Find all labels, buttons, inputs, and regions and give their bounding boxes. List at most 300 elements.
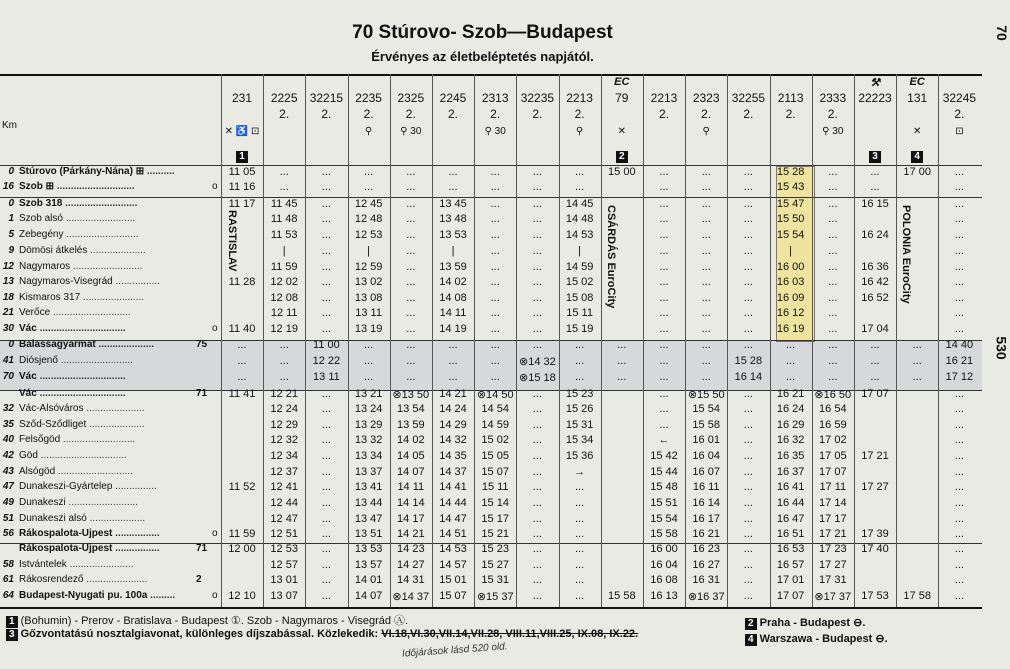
departure-time: 15 01 [439,574,467,586]
departure-time: 15 58 [692,419,720,431]
departure-time: ... [406,323,416,335]
km-value: 0 [8,166,14,177]
departure-time: ... [912,371,922,383]
train-note-badge [222,151,262,163]
train-class: 2. [954,107,965,121]
train-class: 2. [321,107,332,121]
station-label: Dunakeszi [19,497,66,508]
departure-time: 14 24 [439,403,467,415]
departure-time: ... [321,559,331,571]
departure-time: 14 51 [439,528,467,540]
departure-time: ... [701,198,711,210]
departure-time: ... [659,181,669,193]
departure-time: 16 13 [650,590,678,602]
departure-time: ... [828,276,838,288]
departure-time: 11 59 [228,528,256,540]
departure-time: ... [448,355,458,367]
departure-time: 16 42 [861,276,889,288]
departure-time: 15 28 [776,166,805,178]
departure-time: 13 24 [354,403,383,415]
departure-time: 15 54 [650,513,678,525]
departure-time: 16 57 [776,559,805,571]
departure-time: ... [490,355,500,367]
station-label: Alsógöd [19,466,56,477]
departure-time: 17 21 [819,528,847,540]
departure-time: ... [828,229,838,241]
departure-time: ... [575,574,585,586]
departure-time: ... [532,497,542,509]
departure-time: 13 32 [354,434,383,446]
departure-time: 14 19 [439,323,467,335]
departure-time: 12 08 [270,292,298,304]
departure-time: ... [617,339,627,351]
train-class: 2. [363,107,374,121]
departure-time: ... [575,371,585,383]
departure-time: ... [321,307,331,319]
departure-time: ... [743,543,753,555]
departure-time: 13 37 [354,466,383,478]
departure-time: 11 59 [270,261,298,273]
station-name [19,371,219,382]
km-value: 1 [8,213,14,224]
station-label: Szob ⊞ [19,181,55,192]
departure-time: 17 11 [819,481,847,493]
departure-time: ... [321,229,331,241]
departure-time: ... [701,323,711,335]
connection-marker: o [212,590,218,601]
departure-time: ... [870,371,880,383]
departure-time: 15 07 [439,590,467,602]
departure-time: 16 54 [819,403,847,415]
departure-time: ... [321,590,331,602]
departure-time: ← [658,434,670,446]
departure-time: | [367,245,371,257]
departure-time: ... [743,229,753,241]
footnote-badge: 2 [745,618,757,630]
side-page-number: 530 [993,336,1010,360]
train-number: 2333 [819,91,847,105]
departure-time: ... [828,355,838,367]
train-service-icons: ✕ [912,126,922,137]
departure-time: ... [321,198,331,210]
departure-time: ... [743,339,753,351]
departure-time: 16 23 [692,543,720,555]
departure-time: ... [701,371,711,383]
departure-time: 12 11 [270,307,298,319]
departure-time: ... [321,323,331,335]
station-name [19,245,219,256]
departure-time: ... [490,213,500,225]
departure-time: 17 12 [945,371,974,383]
departure-time: ... [659,307,669,319]
footnote-3 [6,628,638,641]
departure-time: 12 51 [270,528,298,540]
train-number: 2245 [439,91,467,105]
train-number: 79 [615,91,629,105]
departure-time: ... [659,371,669,383]
departure-time: ... [701,166,711,178]
departure-time: ... [532,543,542,555]
departure-time: ... [659,198,669,210]
station-label: Göd [19,450,38,461]
departure-time: ... [532,276,542,288]
leader-dots: ...................... [80,292,145,303]
departure-time: ... [279,181,289,193]
departure-time: 15 17 [481,513,509,525]
km-value: 64 [2,590,14,601]
departure-time: 15 08 [565,292,594,304]
departure-time: 17 40 [861,543,889,555]
departure-time: 12 19 [270,323,298,335]
departure-time: 16 27 [692,559,720,571]
departure-time: ... [828,292,838,304]
departure-time: ... [786,339,796,351]
departure-time: 15 27 [481,559,509,571]
departure-time: 16 53 [776,543,805,555]
departure-time: ... [237,355,247,367]
station-name [19,419,219,430]
departure-time: 15 31 [565,419,594,431]
departure-time: 15 28 [734,355,763,367]
departure-time: 15 48 [650,481,678,493]
page-number: 70 [993,25,1010,41]
departure-time: 16 03 [776,276,805,288]
train-service-icons: ✕ ♿ ⊡ [224,126,260,137]
departure-time: ... [406,213,416,225]
departure-time: ... [321,497,331,509]
departure-time: 13 11 [313,371,340,383]
departure-time: ... [954,292,964,304]
departure-time: 16 01 [692,434,720,446]
departure-time: 16 35 [776,450,805,462]
departure-time: ... [532,403,542,415]
departure-time: 15 19 [565,323,594,335]
station-label: Nagymaros [19,261,71,272]
departure-time: 12 21 [270,388,298,400]
train-class: 2. [532,107,543,121]
departure-time: ... [954,166,964,178]
departure-time: 12 00 [228,543,256,555]
departure-time: ... [954,229,964,241]
departure-time: 15 00 [608,166,636,178]
departure-time: 15 14 [481,497,509,509]
departure-time: ... [364,181,374,193]
departure-time: 15 47 [776,198,805,210]
departure-time: ... [617,355,627,367]
departure-time: 14 48 [565,213,594,225]
station-label: Vác-Alsóváros [19,403,84,414]
departure-time: ... [828,245,838,257]
train-service-icons: ⊡ [955,126,964,137]
station-name [19,559,219,570]
departure-time: ... [701,213,711,225]
leader-dots: ......... [147,590,176,601]
departure-time: 17 27 [861,481,889,493]
departure-time: ... [828,198,838,210]
departure-time: 13 48 [439,213,467,225]
departure-time: 16 24 [776,403,805,415]
departure-time: ... [532,450,542,462]
departure-time: 13 45 [439,198,467,210]
train-number: 231 [231,91,253,105]
leader-dots: .......................... [62,198,138,209]
departure-time: 15 58 [608,590,636,602]
departure-time: ... [743,181,753,193]
departure-time: ... [828,339,838,351]
footnote-badge: 1 [6,616,18,628]
departure-time: 16 04 [650,559,678,571]
departure-time: | [578,245,582,257]
page-title: 70 Stúrovo- Szob—Budapest [352,22,613,43]
departure-time: 14 07 [397,466,425,478]
train-service-icons: ⚲ [702,126,710,137]
km-value: 70 [2,371,14,382]
departure-time: ... [237,339,247,351]
departure-time: 15 21 [481,528,509,540]
departure-time: ... [743,307,753,319]
station-name [19,528,219,539]
departure-time: 17 01 [776,574,805,586]
station-name [19,323,219,334]
km-value: 47 [2,481,14,492]
departure-time: ... [912,339,922,351]
departure-time: 16 29 [776,419,805,431]
departure-time: ... [532,388,542,400]
departure-time: 13 51 [354,528,383,540]
departure-time: ... [617,371,627,383]
train-class: 2. [490,107,501,121]
km-value: 35 [2,419,14,430]
departure-time: ... [490,276,500,288]
departure-time: 15 07 [481,466,509,478]
leader-dots: .......................... [63,229,139,240]
departure-time: 16 19 [776,323,805,335]
departure-time: ... [954,388,964,400]
departure-time: 16 21 [776,388,805,400]
departure-time: ... [279,355,289,367]
departure-time: ... [406,339,416,351]
departure-time: ... [321,276,331,288]
departure-time: 16 37 [776,466,805,478]
departure-time: ... [279,371,289,383]
departure-time: ... [448,371,458,383]
departure-time: 16 21 [945,355,974,367]
departure-time: ... [364,355,374,367]
departure-time: ... [701,261,711,273]
departure-time: ... [321,528,331,540]
departure-time: 14 02 [439,276,467,288]
train-note-badge [855,151,895,163]
leader-dots: .......... [144,166,175,177]
departure-time: ... [237,371,247,383]
departure-time: 16 04 [692,450,720,462]
departure-time: 14 27 [397,559,425,571]
km-value: 58 [2,559,14,570]
leader-dots: ................ [112,543,160,554]
departure-time: ... [743,590,753,602]
departure-time: 14 17 [397,513,425,525]
train-note-badge [602,151,642,163]
departure-time: ... [575,559,585,571]
km-value: 40 [2,434,14,445]
departure-time: 13 29 [354,419,383,431]
train-category: EC [614,76,630,88]
departure-time: ... [406,276,416,288]
departure-time: 14 23 [397,543,425,555]
departure-time: ... [659,261,669,273]
departure-time: 16 14 [734,371,763,383]
km-value: 61 [2,574,14,585]
departure-time: 12 48 [354,213,383,225]
departure-time: ... [532,574,542,586]
departure-time: 13 59 [397,419,425,431]
departure-time: 16 00 [650,543,678,555]
departure-time: ... [406,292,416,304]
station-name [19,574,219,585]
train-class: 2. [658,107,669,121]
departure-time: 14 47 [439,513,467,525]
departure-time: ... [954,403,964,415]
station-label: Balassagyarmat [19,339,96,350]
departure-time: ... [743,261,753,273]
departure-time: 14 21 [397,528,425,540]
departure-time: 14 57 [439,559,467,571]
departure-time: ... [701,307,711,319]
footnote-1 [6,612,408,628]
departure-time: ... [321,245,331,257]
departure-time: 16 11 [692,481,720,493]
station-label: Zebegény [19,229,64,240]
km-value: 51 [2,513,14,524]
connection-table-ref: 71 [196,388,208,399]
departure-time: ... [743,513,753,525]
departure-time: ⊗15 37 [476,591,514,603]
departure-time: 14 44 [439,497,467,509]
station-name [19,181,219,192]
departure-time: ... [659,323,669,335]
departure-time: 14 11 [397,481,425,493]
departure-time: ... [490,323,500,335]
train-service-icons: ✕ [617,126,626,137]
departure-time: 17 23 [819,543,847,555]
departure-time: ... [786,355,796,367]
leader-dots: .................... [95,339,155,350]
departure-time: 17 14 [819,497,847,509]
departure-time: ... [828,371,838,383]
departure-time: ⊗17 37 [814,591,852,603]
departure-time: ... [490,307,500,319]
departure-time: ... [701,229,711,241]
departure-time: ... [575,497,585,509]
bottom-rule [0,607,982,609]
departure-time: ... [321,543,331,555]
departure-time: ... [743,323,753,335]
station-label: Štúrovo (Párkány-Nána) ⊞ [19,166,145,177]
departure-time: ... [743,559,753,571]
departure-time: 15 50 [776,213,805,225]
departure-time: 15 02 [565,276,594,288]
departure-time: 13 53 [354,543,383,555]
departure-time: 17 27 [819,559,847,571]
connection-table-ref: 2 [196,574,202,585]
station-label: Vác [19,388,37,399]
station-name [19,450,219,461]
departure-time: ... [321,481,331,493]
leader-dots: ......................... [70,261,143,272]
departure-time: ... [532,559,542,571]
departure-time: 14 53 [439,543,467,555]
km-value: 9 [8,245,14,256]
leader-dots: ................ [112,276,160,287]
departure-time: → [574,466,586,478]
station-label: Dömösi átkelés [19,245,88,256]
departure-time: 16 44 [776,497,805,509]
departure-time: 16 14 [692,497,720,509]
km-value: 16 [2,181,14,192]
departure-time: ... [743,434,753,446]
leader-dots: ............................... [36,323,126,334]
departure-time: 17 07 [819,466,847,478]
departure-time: ... [575,528,585,540]
departure-time: ... [575,181,585,193]
departure-time: ... [406,355,416,367]
train-number: 2323 [692,91,720,105]
departure-time: 15 02 [481,434,509,446]
departure-time: ... [954,323,964,335]
departure-time: ⊗14 50 [476,389,514,401]
station-name [19,276,219,287]
departure-time: 13 59 [439,261,467,273]
leader-dots: ............................ [54,181,135,192]
departure-time: 13 07 [270,590,298,602]
footnote-text: Gőzvontatású nosztalgiavonat, különleges díjszabással. Közlekedik: [20,628,382,640]
departure-time: ... [743,528,753,540]
station-label: Diósjenő [19,355,58,366]
departure-time: 16 17 [692,513,720,525]
departure-time: ... [321,213,331,225]
departure-time: ... [364,166,374,178]
leader-dots: ............................... [36,371,126,382]
station-label: Budapest-Nyugati pu. 100a [19,590,148,601]
departure-time: ... [659,355,669,367]
departure-time: 16 15 [861,198,889,210]
departure-time: 16 36 [861,261,889,273]
departure-time: ... [532,323,542,335]
departure-time: 12 44 [270,497,298,509]
departure-time: ... [406,198,416,210]
departure-time: ... [406,181,416,193]
departure-time: ... [701,181,711,193]
departure-time: ... [575,513,585,525]
departure-time: 14 54 [481,403,509,415]
station-label: Rákospalota-Újpest [19,528,113,539]
train-number: 2213 [650,91,678,105]
station-label: Sződ-Sződliget [19,419,87,430]
departure-time: 15 54 [692,403,720,415]
departure-time: 13 01 [270,574,298,586]
train-number: 2235 [355,91,382,105]
departure-time: ... [406,166,416,178]
departure-time: ... [532,466,542,478]
departure-time: 13 44 [354,497,383,509]
departure-time: ... [321,450,331,462]
departure-time: 11 40 [228,323,256,335]
departure-time: 16 21 [692,528,720,540]
station-label: Dunakeszi alsó [19,513,87,524]
train-service-icons: ⚲ 30 [822,126,844,137]
station-label: Felsőgöd [19,434,61,445]
departure-time: 12 34 [270,450,298,462]
